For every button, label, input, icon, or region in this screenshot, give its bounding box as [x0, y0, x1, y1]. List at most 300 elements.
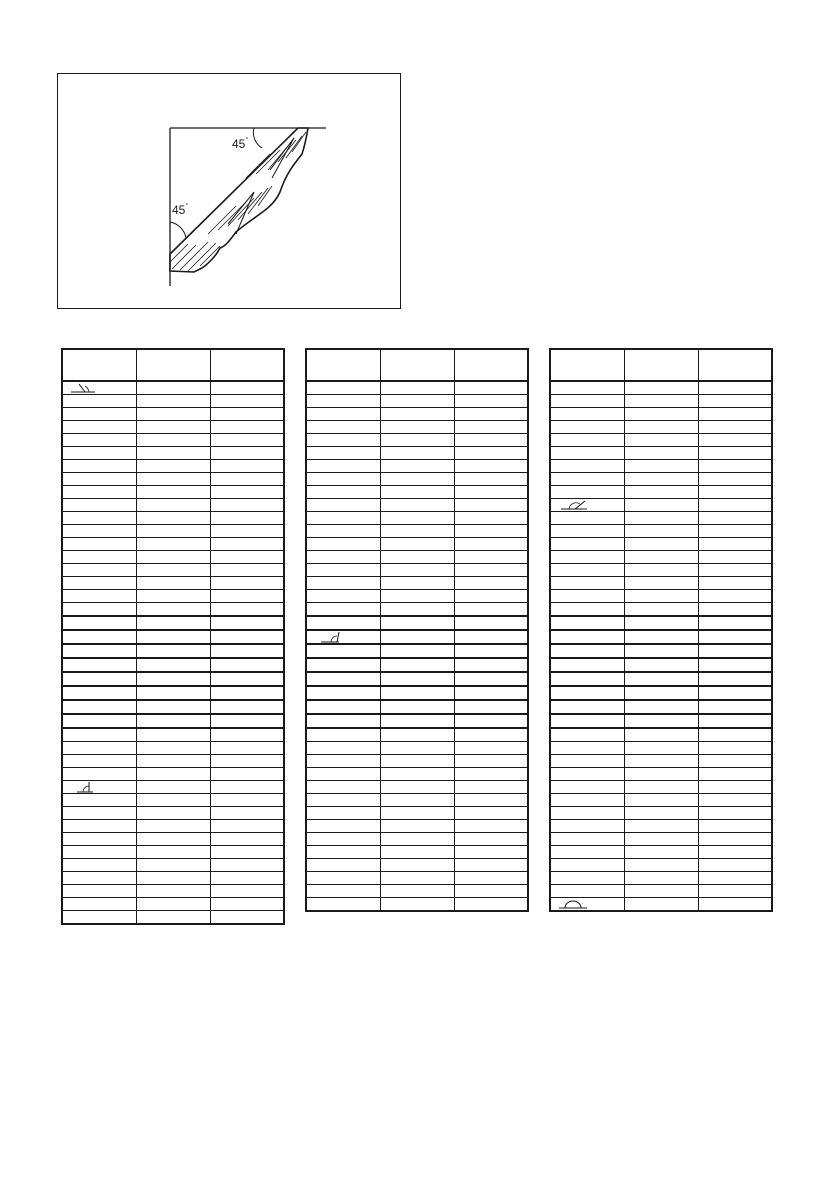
table-cell [62, 421, 136, 434]
header-cell [550, 349, 624, 381]
table-cell [306, 486, 380, 499]
table-cell [550, 603, 624, 617]
table-cell [62, 898, 136, 911]
table-row [306, 616, 528, 630]
table-row [62, 807, 284, 820]
table-cell [550, 577, 624, 590]
square-corner-mark-icon [63, 781, 136, 793]
table-cell [62, 447, 136, 460]
table-row [306, 846, 528, 859]
table-row [62, 768, 284, 781]
table-cell [136, 551, 210, 564]
table-row [62, 846, 284, 859]
table-cell [624, 590, 698, 603]
table-cell [306, 820, 380, 833]
table-cell [698, 447, 772, 460]
table-cell [698, 807, 772, 820]
table-cell [380, 590, 454, 603]
table-cell [624, 859, 698, 872]
table-cell [380, 872, 454, 885]
table-cell [454, 807, 528, 820]
angle-table-1 [61, 348, 285, 925]
table-cell [62, 525, 136, 538]
table-cell [698, 512, 772, 525]
table-row [550, 564, 772, 577]
table-cell [136, 898, 210, 911]
table-cell [136, 846, 210, 859]
table-cell [624, 616, 698, 630]
table-cell [550, 781, 624, 794]
table-cell [210, 551, 284, 564]
table-cell [62, 742, 136, 755]
table-cell [550, 421, 624, 434]
table-cell [306, 794, 380, 807]
table-cell [698, 486, 772, 499]
table-cell [306, 512, 380, 525]
table-cell [698, 395, 772, 408]
table-cell [210, 408, 284, 421]
table-cell [136, 885, 210, 898]
table-row [62, 781, 284, 794]
table-cell [62, 408, 136, 421]
table-cell [136, 447, 210, 460]
top-angle-arc [253, 128, 262, 148]
table-row [62, 672, 284, 686]
table-cell [624, 781, 698, 794]
table-cell [550, 794, 624, 807]
table-cell [306, 538, 380, 551]
table-cell [62, 755, 136, 768]
table-cell [380, 381, 454, 395]
table-row [62, 473, 284, 486]
table-cell [210, 700, 284, 714]
table-row [306, 644, 528, 658]
table-cell [550, 486, 624, 499]
table-cell [210, 833, 284, 846]
table-cell [210, 499, 284, 512]
table-cell [550, 525, 624, 538]
table-row [550, 644, 772, 658]
table-cell [550, 872, 624, 885]
table-cell [306, 686, 380, 700]
table-cell [550, 590, 624, 603]
table-cell [550, 551, 624, 564]
table-row [306, 590, 528, 603]
table-cell [136, 577, 210, 590]
table-row [306, 551, 528, 564]
table-cell [454, 616, 528, 630]
table-row [306, 872, 528, 885]
table-cell [454, 525, 528, 538]
table-cell [136, 872, 210, 885]
header-cell [306, 349, 380, 381]
table-cell [550, 768, 624, 781]
table-row [62, 577, 284, 590]
table-cell [624, 381, 698, 395]
table-cell [62, 911, 136, 925]
table-cell [306, 616, 380, 630]
table-cell [210, 781, 284, 794]
table-cell [136, 781, 210, 794]
table-cell [550, 460, 624, 473]
table-cell [136, 538, 210, 551]
table-row [62, 551, 284, 564]
table-cell [454, 564, 528, 577]
table-cell [306, 590, 380, 603]
table-cell [698, 460, 772, 473]
table-cell [624, 872, 698, 885]
table-cell [550, 381, 624, 395]
table-row [306, 686, 528, 700]
table-row [62, 421, 284, 434]
table-cell [62, 577, 136, 590]
header-cell [62, 349, 136, 381]
table-cell [380, 447, 454, 460]
table-cell [624, 885, 698, 898]
table-cell [380, 421, 454, 434]
table-cell [136, 512, 210, 525]
table-header-row [62, 349, 284, 381]
table-cell [210, 714, 284, 728]
table-cell [698, 434, 772, 447]
table-cell [624, 644, 698, 658]
table-cell [550, 885, 624, 898]
table-cell [306, 846, 380, 859]
table-cell [210, 885, 284, 898]
table-cell [624, 564, 698, 577]
table-cell [380, 807, 454, 820]
table-cell [454, 700, 528, 714]
table-cell [306, 499, 380, 512]
angle-table-2 [305, 348, 529, 912]
table-row [62, 714, 284, 728]
table-row [306, 460, 528, 473]
table-cell [454, 781, 528, 794]
table-cell [624, 499, 698, 512]
table-cell [698, 672, 772, 686]
table-cell [698, 525, 772, 538]
table-cell [550, 807, 624, 820]
table-row [550, 728, 772, 742]
table-row [62, 395, 284, 408]
table-cell [306, 447, 380, 460]
table-cell [62, 658, 136, 672]
table-cell [624, 742, 698, 755]
table-row [62, 486, 284, 499]
table-cell [380, 564, 454, 577]
table-cell [136, 755, 210, 768]
table-cell [136, 525, 210, 538]
table-cell [62, 728, 136, 742]
table-cell [698, 644, 772, 658]
table-cell [62, 872, 136, 885]
table-cell [624, 447, 698, 460]
table-cell [210, 630, 284, 644]
table-cell [306, 714, 380, 728]
table-cell [210, 434, 284, 447]
table-cell [306, 658, 380, 672]
table-row [62, 512, 284, 525]
table-cell [624, 486, 698, 499]
table-row [550, 781, 772, 794]
table-row [62, 447, 284, 460]
table-cell [306, 872, 380, 885]
table-cell [624, 434, 698, 447]
header-cell [454, 349, 528, 381]
table-cell [306, 859, 380, 872]
table-cell [136, 768, 210, 781]
table-row [550, 421, 772, 434]
table-cell [454, 898, 528, 912]
table-row [62, 658, 284, 672]
table-cell [454, 499, 528, 512]
slanted-arc-mark-icon [551, 499, 624, 511]
table-row [550, 820, 772, 833]
table-row [306, 714, 528, 728]
table-cell [306, 408, 380, 421]
table-row [550, 512, 772, 525]
table-cell [136, 460, 210, 473]
table-row [62, 700, 284, 714]
table-cell [306, 755, 380, 768]
table-row [306, 859, 528, 872]
table-cell [306, 630, 380, 644]
table-cell [454, 794, 528, 807]
table-cell [62, 794, 136, 807]
table-cell [136, 590, 210, 603]
table-cell [454, 820, 528, 833]
crown-molding-figure [57, 73, 401, 309]
table-cell [62, 395, 136, 408]
table-cell [210, 486, 284, 499]
table-cell [380, 755, 454, 768]
table-row [550, 603, 772, 617]
table-cell [136, 807, 210, 820]
table-cell [210, 898, 284, 911]
table-row [550, 794, 772, 807]
table-row [550, 381, 772, 395]
table-row [550, 447, 772, 460]
table-row [550, 460, 772, 473]
table-row [62, 728, 284, 742]
table-row [306, 898, 528, 912]
table-cell [136, 833, 210, 846]
table-cell [380, 551, 454, 564]
half-circle-mark-icon [551, 898, 624, 910]
table-cell [62, 820, 136, 833]
table-cell [624, 658, 698, 672]
table-cell [62, 807, 136, 820]
table-cell [136, 603, 210, 617]
table-cell [698, 794, 772, 807]
table-cell [624, 525, 698, 538]
table-row [550, 630, 772, 644]
table-cell [550, 616, 624, 630]
table-cell [454, 658, 528, 672]
table-cell [698, 616, 772, 630]
left-angle-arc [170, 222, 186, 238]
table-cell [62, 714, 136, 728]
table-cell [62, 434, 136, 447]
table-cell [698, 658, 772, 672]
table-row [306, 742, 528, 755]
table-cell [380, 781, 454, 794]
table-cell [624, 551, 698, 564]
table-row [550, 486, 772, 499]
header-cell [136, 349, 210, 381]
table-cell [380, 395, 454, 408]
table-cell [454, 833, 528, 846]
table-cell [136, 473, 210, 486]
table-row [62, 872, 284, 885]
table-row [62, 538, 284, 551]
table-cell [62, 616, 136, 630]
table-cell [624, 846, 698, 859]
table-cell [62, 512, 136, 525]
table-cell [62, 603, 136, 617]
table-row [62, 898, 284, 911]
table-cell [380, 644, 454, 658]
table-cell [306, 885, 380, 898]
table-row [306, 408, 528, 421]
table-cell [62, 499, 136, 512]
table-cell [698, 781, 772, 794]
table-row [62, 755, 284, 768]
table-cell [306, 742, 380, 755]
table-row [306, 755, 528, 768]
table-cell [698, 603, 772, 617]
table-cell [698, 728, 772, 742]
table-cell [550, 473, 624, 486]
table-row [306, 421, 528, 434]
table-cell [380, 538, 454, 551]
table-cell [454, 447, 528, 460]
table-cell [454, 473, 528, 486]
table-cell [624, 794, 698, 807]
table-cell [306, 807, 380, 820]
header-cell [624, 349, 698, 381]
table-row [550, 700, 772, 714]
table-cell [210, 395, 284, 408]
table-row [62, 603, 284, 617]
table-row [62, 644, 284, 658]
table-row [550, 590, 772, 603]
table-cell [136, 686, 210, 700]
table-cell [210, 658, 284, 672]
table-cell [624, 672, 698, 686]
table-cell [380, 603, 454, 617]
table-cell [454, 551, 528, 564]
table-cell [454, 755, 528, 768]
table-cell [380, 859, 454, 872]
header-cell [698, 349, 772, 381]
table-cell [306, 395, 380, 408]
table-cell [306, 473, 380, 486]
table-cell [62, 644, 136, 658]
table-cell [210, 603, 284, 617]
table-cell [698, 590, 772, 603]
table-row [550, 859, 772, 872]
table-cell [136, 672, 210, 686]
table-cell [62, 885, 136, 898]
table-cell [698, 872, 772, 885]
table-cell [698, 686, 772, 700]
table-row [306, 768, 528, 781]
table-cell [624, 603, 698, 617]
table-row [62, 630, 284, 644]
table-cell [624, 807, 698, 820]
table-cell [210, 564, 284, 577]
table-cell [62, 833, 136, 846]
table-cell [306, 672, 380, 686]
table-cell [550, 434, 624, 447]
table-cell [210, 768, 284, 781]
table-row [306, 447, 528, 460]
table-row [62, 686, 284, 700]
table-cell [624, 473, 698, 486]
table-row [306, 630, 528, 644]
table-row [550, 551, 772, 564]
table-cell [210, 742, 284, 755]
table-cell [380, 525, 454, 538]
table-row [550, 577, 772, 590]
table-cell [454, 408, 528, 421]
table-cell [454, 630, 528, 644]
table-cell [550, 672, 624, 686]
table-row [550, 499, 772, 512]
table-cell [210, 820, 284, 833]
table-row [306, 820, 528, 833]
table-cell [380, 486, 454, 499]
table-row [306, 512, 528, 525]
table-row [306, 700, 528, 714]
table-row [62, 525, 284, 538]
table-cell [136, 434, 210, 447]
table-cell [210, 755, 284, 768]
table-row [550, 846, 772, 859]
table-cell [306, 898, 380, 912]
table-row [306, 499, 528, 512]
table-cell [454, 714, 528, 728]
table-cell [306, 434, 380, 447]
table-cell [380, 512, 454, 525]
table-cell [698, 898, 772, 912]
table-cell [210, 846, 284, 859]
table-cell [306, 525, 380, 538]
table-row [62, 794, 284, 807]
table-cell [454, 421, 528, 434]
table-cell [624, 577, 698, 590]
table-cell [624, 630, 698, 644]
table-row [550, 473, 772, 486]
table-cell [454, 434, 528, 447]
table-cell [550, 742, 624, 755]
crown-molding-diagram [58, 74, 402, 310]
table-cell [62, 551, 136, 564]
table-cell [210, 616, 284, 630]
table-row [550, 833, 772, 846]
table-cell [62, 473, 136, 486]
table-cell [380, 820, 454, 833]
table-cell [136, 911, 210, 925]
table-cell [380, 630, 454, 644]
table-cell [210, 421, 284, 434]
table-cell [380, 672, 454, 686]
table-cell [550, 846, 624, 859]
table-cell [136, 859, 210, 872]
table-row [550, 714, 772, 728]
table-row [306, 486, 528, 499]
